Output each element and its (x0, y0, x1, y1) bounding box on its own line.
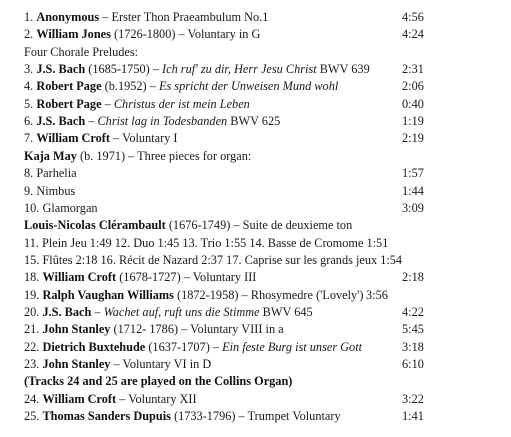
track-duration: 3:18 (402, 339, 424, 354)
track-title: Erster Thon Praeambulum No.1 (111, 10, 269, 24)
track-line (24, 96, 250, 113)
composer-dates: (1726-1800) (110, 27, 176, 42)
track-title: Voluntary VIII in a (190, 322, 284, 337)
track-line (24, 356, 211, 373)
track-duration: 4:22 (402, 304, 424, 319)
catalogue-number: BWV 645 (259, 304, 313, 319)
track-duration: 1:57 (402, 166, 424, 181)
composer-name: William Croft (42, 391, 117, 406)
track-title: Voluntary XII (128, 391, 197, 406)
composer-name: Louis-Nicolas Clérambault (24, 218, 166, 233)
track-duration: 5:45 (402, 322, 424, 337)
track-line (24, 26, 260, 43)
track-number: 21. (24, 322, 40, 337)
composer-name: J.S. Bach (36, 114, 86, 129)
track-duration: 2:19 (402, 131, 424, 146)
track-number: 2. (24, 27, 34, 42)
track-line (24, 304, 313, 321)
track-line (24, 61, 370, 78)
track-number: 6. (24, 114, 34, 129)
track-title: Ich ruf' zu dir, Herr Jesu Christ (162, 62, 317, 77)
track-title: Suite de deuxieme ton (242, 218, 353, 233)
track-number: 10. (24, 200, 40, 215)
track-number: 8. (24, 166, 34, 181)
track-number: 9. (24, 183, 34, 198)
track-line (24, 113, 280, 130)
separator: – (110, 357, 123, 371)
track-duration: 1:19 (402, 114, 424, 129)
separator: – (175, 27, 188, 42)
composer-dates: (1685-1750) (85, 62, 150, 77)
track-line (24, 130, 178, 147)
composer-dates: (1637-1707) (145, 339, 210, 354)
movement-list: 11. Plein Jeu 1:49 12. Duo 1:45 13. Trio 1:55 14. Basse de Cromome 1:51 (24, 235, 389, 250)
track-title: Parhelia (36, 166, 77, 181)
composer-dates: (1676-1749) (165, 218, 231, 233)
composer-name: William Croft (42, 270, 117, 285)
track-number: 3. (24, 62, 34, 77)
track-title: Es spricht der Unweisen Mund wohl (158, 79, 339, 94)
track-line (24, 373, 292, 390)
track-number: 7. (24, 131, 34, 146)
composer-name: William Jones (36, 27, 111, 42)
separator: – (101, 96, 114, 111)
track-number: 22. (24, 339, 40, 354)
track-number: 1. (24, 10, 34, 24)
separator: – (209, 339, 223, 354)
composer-dates: (1733-1796) (170, 409, 236, 424)
organ-note: (Tracks 24 and 25 are played on the Collins Organ) (24, 374, 293, 389)
track-title: Voluntary VI in D (122, 357, 212, 371)
separator: – (149, 62, 163, 77)
composer-name: J.S. Bach (36, 62, 86, 77)
composer-dates: (b.1952) (101, 79, 147, 94)
track-title: Voluntary III (192, 270, 257, 285)
separator: – (99, 10, 112, 24)
track-duration: 3:22 (402, 391, 424, 406)
track-number: 25. (24, 409, 40, 424)
separator: – (178, 322, 191, 337)
track-number: 24. (24, 391, 40, 406)
track-title: Voluntary I (122, 131, 178, 146)
track-duration: 2:18 (402, 270, 424, 285)
track-title: Rhosymedre ('Lovely') (250, 287, 364, 302)
track-title: Three pieces for organ: (137, 148, 252, 163)
separator: – (180, 270, 193, 285)
track-title: Christus der ist mein Leben (113, 96, 250, 111)
track-duration: 6:10 (402, 357, 424, 371)
track-line (24, 78, 338, 95)
separator: – (146, 79, 159, 94)
track-title: Nimbus (36, 183, 76, 198)
track-line (24, 321, 284, 338)
composer-dates: (1872-1958) (173, 287, 239, 302)
track-line (24, 44, 138, 61)
movement-list: 15. Flûtes 2:18 16. Récit de Nazard 2:37 17. Caprise sur les grands jeux 1:54 (24, 252, 403, 267)
separator: – (235, 409, 248, 424)
track-line (24, 148, 251, 165)
separator: – (125, 148, 138, 163)
track-number: 5. (24, 96, 34, 111)
track-duration: 1:41 (402, 409, 424, 424)
composer-name: Ralph Vaughan Williams (42, 287, 174, 302)
composer-name: John Stanley (42, 322, 111, 337)
composer-name: Kaja May (24, 148, 77, 163)
track-line (24, 183, 75, 200)
track-number: 18. (24, 270, 40, 285)
track-line (24, 217, 352, 234)
track-number: 20. (24, 304, 40, 319)
track-duration: 2:31 (402, 62, 424, 77)
track-duration: 0:40 (402, 96, 424, 111)
separator: – (230, 218, 243, 233)
track-title: Wachet auf, ruft uns die Stimme (103, 304, 260, 319)
composer-name: J.S. Bach (42, 304, 92, 319)
track-title: Christ lag in Todesbanden (97, 114, 228, 129)
separator: – (85, 114, 98, 129)
track-title: Glamorgan (42, 200, 98, 215)
composer-dates: (1678-1727) (116, 270, 181, 285)
composer-dates: (b. 1971) (76, 148, 126, 163)
composer-name: Robert Page (36, 79, 102, 94)
composer-name: John Stanley (42, 357, 111, 371)
composer-name: William Croft (36, 131, 110, 146)
composer-dates: (1712- 1786) (110, 322, 179, 337)
track-duration: 4:56 (402, 10, 424, 24)
track-title: Voluntary in G (187, 27, 261, 42)
composer-name: Dietrich Buxtehude (42, 339, 146, 354)
track-number: 19. (24, 287, 40, 302)
track-duration: 4:24 (402, 27, 424, 42)
track-line (24, 269, 256, 286)
composer-name: Anonymous (36, 10, 100, 24)
track-duration: 1:44 (402, 183, 424, 198)
separator: – (109, 131, 123, 146)
track-line (24, 235, 388, 252)
track-number: 4. (24, 79, 34, 94)
separator: – (116, 391, 129, 406)
track-line (24, 9, 268, 26)
separator: – (238, 287, 251, 302)
composer-name: Thomas Sanders Dupuis (42, 409, 171, 424)
catalogue-number: BWV 625 (227, 114, 281, 129)
catalogue-number: BWV 639 (316, 62, 370, 77)
track-line (24, 408, 341, 425)
section-heading: Four Chorale Preludes: (24, 44, 139, 59)
track-line (24, 391, 197, 408)
track-duration: 3:56 (366, 287, 388, 302)
track-line (24, 165, 77, 182)
track-title: Trumpet Voluntary (247, 409, 341, 424)
track-duration: 2:06 (402, 79, 424, 94)
track-title: Ein feste Burg ist unser Gott (222, 339, 363, 354)
track-number: 23. (24, 357, 40, 371)
track-line (24, 287, 363, 304)
track-line (24, 339, 362, 356)
separator: – (91, 304, 104, 319)
track-duration: 3:09 (402, 200, 424, 215)
composer-name: Robert Page (36, 96, 102, 111)
track-line (24, 200, 98, 217)
track-line (24, 252, 402, 269)
